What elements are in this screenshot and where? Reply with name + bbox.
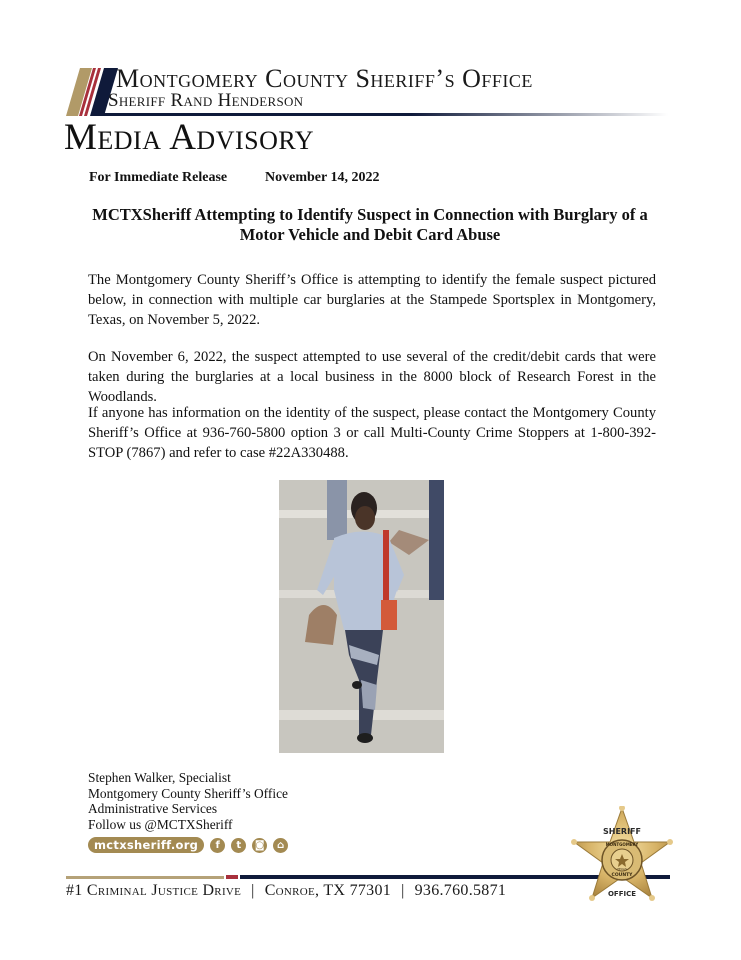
badge-top-text: SHERIFF xyxy=(603,827,641,836)
headline: MCTXSheriff Attempting to Identify Suspect in Connection with Burglary of a Motor Vehicle and Debit Card Abuse xyxy=(92,205,648,244)
suspect-photo xyxy=(279,480,444,753)
facebook-icon[interactable]: f xyxy=(210,838,225,853)
sheriff-badge-logo xyxy=(566,806,678,912)
website-link[interactable]: mctxsheriff.org xyxy=(88,837,204,853)
signature-follow: Follow us @MCTXSheriff xyxy=(88,816,233,832)
body-paragraph: The Montgomery County Sheriff’s Office is attempting to identify the female suspect pictured below, in connection with multiple car burglaries at the Stampede Sportsplex in Montgomery, Texas, on November 5, 2022. xyxy=(88,272,656,328)
body-paragraph: On November 6, 2022, the suspect attempted to use several of the credit/debit cards that were taken during the burglaries at a local business in the 8000 block of Research Forest in the Woodlands. xyxy=(88,349,656,405)
badge-bottom-text: OFFICE xyxy=(607,890,637,898)
release-label: For Immediate Release xyxy=(89,170,228,185)
footer-city: Conroe, TX 77301 xyxy=(264,882,392,899)
signature-office: Montgomery County Sheriff’s Office xyxy=(88,785,288,801)
web-social-row xyxy=(88,836,288,854)
footer-rule-red xyxy=(226,875,238,879)
nextdoor-icon[interactable]: ⌂ xyxy=(273,838,288,853)
release-line xyxy=(89,170,379,186)
signature-department: Administrative Services xyxy=(88,801,218,816)
badge-ring-bottom: COUNTY xyxy=(611,873,633,878)
footer-rule-gold xyxy=(66,876,224,879)
instagram-icon[interactable]: ◙ xyxy=(252,838,267,853)
release-date: November 14, 2022 xyxy=(265,170,380,185)
document-title: Media Advisory xyxy=(64,117,315,158)
footer-separator: | xyxy=(401,882,405,899)
badge-ring-top: MONTGOMERY xyxy=(605,842,639,847)
sheriff-name: Sheriff Rand Henderson xyxy=(108,90,304,111)
badge-center-text: TEXAS xyxy=(617,867,627,871)
organization-name: Montgomery County Sheriff’s Office xyxy=(116,64,533,93)
signature-name: Stephen Walker, Specialist xyxy=(88,770,231,785)
body-paragraph: If anyone has information on the identity of the suspect, please contact the Montgomery County Sheriff’s Office at 936-760-5800 option 3 or call Multi-County Crime Stoppers at 1-800-392-STOP (7867) and refer to case #22A330488. xyxy=(88,405,656,461)
signature-block xyxy=(88,770,288,832)
footer-street: #1 Criminal Justice Drive xyxy=(66,882,242,899)
footer-address xyxy=(66,882,506,900)
footer-phone: 936.760.5871 xyxy=(414,882,507,899)
footer-separator: | xyxy=(251,882,255,899)
twitter-icon[interactable]: t xyxy=(231,838,246,853)
